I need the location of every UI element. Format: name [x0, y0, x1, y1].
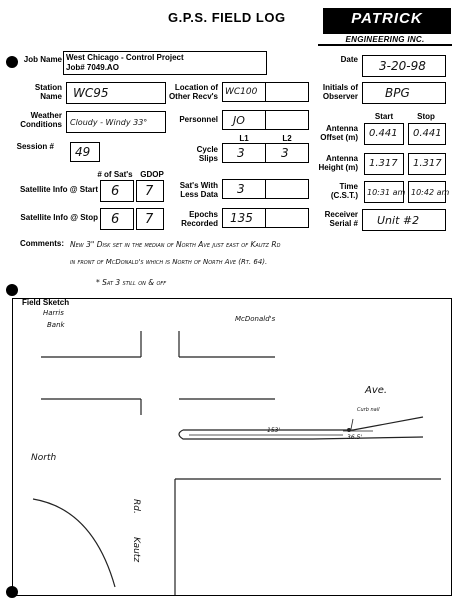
receiver-label: Receiver Serial #	[324, 210, 358, 228]
field-sketch-box	[12, 298, 452, 596]
sats-less-data-field-2[interactable]	[265, 179, 309, 199]
initials-field[interactable]	[362, 82, 446, 104]
cycle-slips-label: Cycle Slips	[196, 145, 218, 163]
cycle-slips-l2-field[interactable]	[265, 143, 309, 163]
job-name-line2: Job# 7049.AO	[66, 63, 119, 72]
session-value: 49	[75, 145, 91, 159]
location-other-field[interactable]	[222, 82, 266, 102]
location-other-label: Location of Other Recv's	[168, 83, 218, 101]
page-title: G.P.S. FIELD LOG	[168, 10, 286, 25]
cycle-slips-l2-value: 3	[281, 146, 289, 160]
initials-label: Initials of Observer	[322, 83, 358, 101]
sketch-bank: Bank	[47, 321, 65, 329]
gdop-label: GDOP	[140, 170, 164, 179]
antenna-height-label: Antenna Height (m)	[318, 154, 358, 172]
sats-start-field[interactable]	[100, 180, 134, 202]
antenna-height-stop-field[interactable]	[408, 153, 446, 175]
job-name-line1: West Chicago - Control Project	[66, 53, 184, 62]
location-other-field-2[interactable]	[265, 82, 309, 102]
time-start-field[interactable]	[364, 181, 404, 203]
sketch-rd: Rd.	[131, 499, 141, 514]
personnel-field-2[interactable]	[265, 110, 309, 130]
antenna-offset-stop-field[interactable]	[408, 123, 446, 145]
epochs-label: Epochs Recorded	[181, 210, 218, 228]
start-label: Start	[374, 112, 394, 121]
punch-hole-icon	[6, 284, 18, 296]
comment-line-2: in front of McDonald's which is North of North Ave (Rt. 64).	[70, 258, 268, 266]
antenna-offset-label: Antenna Offset (m)	[320, 124, 358, 142]
job-name-field[interactable]	[63, 51, 267, 75]
logo-underline	[318, 44, 452, 46]
receiver-value: Unit #2	[377, 214, 420, 227]
time-label: Time (C.S.T.)	[330, 182, 358, 200]
logo-text: PATRICK	[351, 10, 423, 27]
company-logo	[323, 8, 451, 34]
epochs-field[interactable]	[222, 208, 266, 228]
sats-stop-field[interactable]	[100, 208, 134, 230]
date-field[interactable]	[362, 55, 446, 77]
station-name-value: WC95	[73, 86, 109, 100]
sketch-north: North	[31, 453, 57, 463]
gdop-stop-value: 7	[145, 212, 154, 227]
comment-line-3: * Sat 3 still on & off	[96, 278, 167, 287]
time-start-value: 10:31 am	[367, 188, 406, 197]
station-name-field[interactable]	[66, 82, 166, 104]
antenna-offset-start-value: 0.441	[369, 128, 398, 139]
job-name-label: Job Name	[23, 55, 62, 64]
stop-label: Stop	[417, 112, 435, 121]
sketch-ave: Ave.	[365, 385, 388, 396]
sketch-drawing	[13, 299, 453, 597]
antenna-offset-start-field[interactable]	[364, 123, 404, 145]
punch-hole-icon	[6, 56, 18, 68]
l1-label: L1	[239, 134, 249, 143]
personnel-value: JO	[233, 114, 245, 127]
gdop-start-field[interactable]	[136, 180, 164, 202]
sat-info-start-label: Satellite Info @ Start	[19, 185, 98, 194]
antenna-height-start-value: 1.317	[369, 158, 398, 169]
initials-value: BPG	[385, 86, 410, 100]
time-stop-value: 10:42 am	[411, 188, 450, 197]
sats-less-data-value: 3	[237, 182, 245, 196]
l2-label: L2	[282, 134, 292, 143]
cycle-slips-l1-field[interactable]	[222, 143, 266, 163]
date-value: 3-20-98	[379, 59, 426, 73]
field-sketch-label: Field Sketch	[22, 298, 70, 307]
weather-label: Weather Conditions	[20, 111, 62, 129]
antenna-height-stop-value: 1.317	[413, 158, 442, 169]
session-label: Session #	[16, 142, 54, 151]
personnel-field[interactable]	[222, 110, 266, 130]
gdop-stop-field[interactable]	[136, 208, 164, 230]
sketch-mcdonalds: McDonald's	[235, 315, 276, 323]
station-name-label: Station Name	[34, 83, 62, 101]
session-field[interactable]	[70, 142, 100, 162]
sat-info-stop-label: Satellite Info @ Stop	[20, 213, 98, 222]
comments-label: Comments:	[20, 239, 65, 248]
weather-value: Cloudy - Windy 33°	[70, 118, 148, 127]
sketch-harris: Harris	[43, 309, 64, 317]
personnel-label: Personnel	[179, 115, 218, 124]
cycle-slips-l1-value: 3	[237, 146, 245, 160]
date-label: Date	[340, 55, 358, 64]
comment-line-1: New 3" Disk set in the median of North Ave just east of Kautz Rd	[70, 240, 281, 249]
sketch-curb-nail: Curb nail	[357, 407, 380, 413]
epochs-value: 135	[230, 211, 253, 225]
num-sats-label: # of Sat's	[97, 170, 133, 179]
antenna-height-start-field[interactable]	[364, 153, 404, 175]
sats-stop-value: 6	[111, 212, 120, 227]
location-other-value: WC100	[225, 87, 258, 97]
sats-less-data-field[interactable]	[222, 179, 266, 199]
time-stop-field[interactable]	[408, 181, 450, 203]
logo-subtext: ENGINEERING INC.	[345, 35, 425, 44]
epochs-field-2[interactable]	[265, 208, 309, 228]
gdop-start-value: 7	[145, 184, 154, 199]
sats-start-value: 6	[111, 184, 120, 199]
antenna-offset-stop-value: 0.441	[413, 128, 442, 139]
sketch-dist1: 153'	[267, 427, 281, 434]
receiver-field[interactable]	[362, 209, 446, 231]
sketch-kautz: Kautz	[131, 537, 141, 563]
sketch-dist2: 36.5'	[347, 434, 363, 441]
sats-less-data-label: Sat's With Less Data	[179, 181, 218, 199]
weather-field[interactable]	[66, 111, 166, 133]
